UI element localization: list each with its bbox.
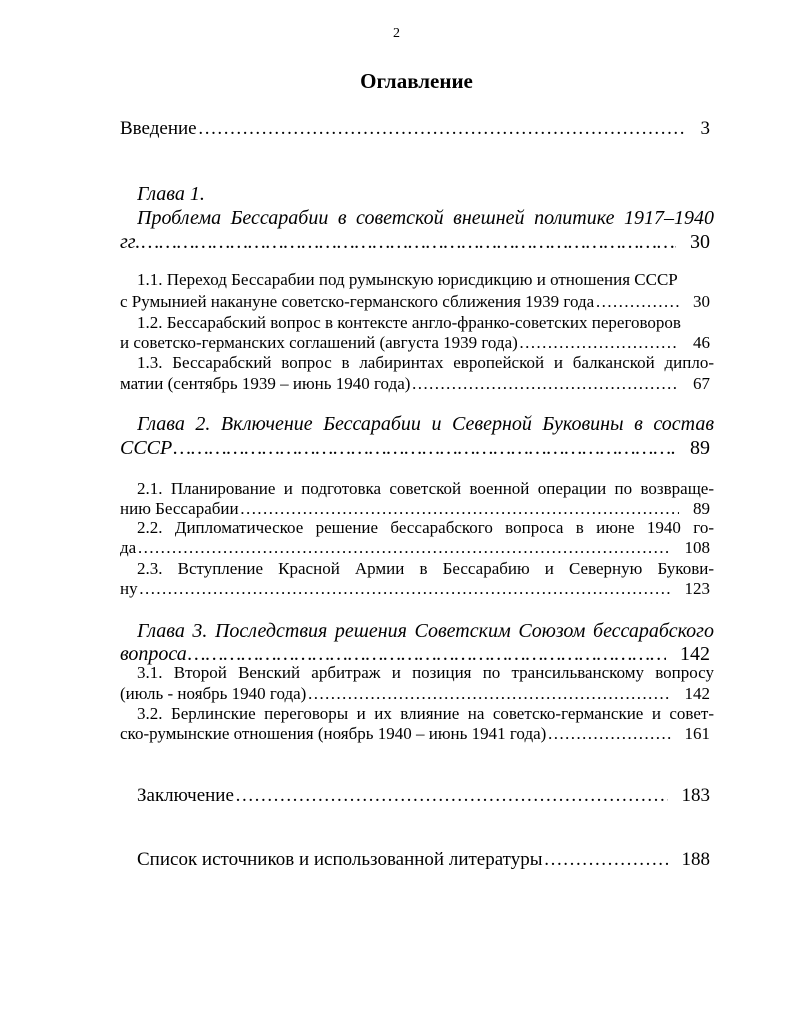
- entry-page: 30: [693, 292, 710, 311]
- leader-dots: [239, 499, 679, 519]
- toc-entry-sources[interactable]: [137, 849, 710, 871]
- leader-dots: [140, 230, 676, 254]
- entry-text: (июль - ноябрь 1940 года): [120, 684, 307, 703]
- entry-text: вопроса: [120, 643, 187, 665]
- section-2-1-line1[interactable]: 2.1. Планирование и подготовка советской военной операции по возвраще-: [137, 479, 714, 498]
- entry-text: нию Бессарабии: [120, 499, 239, 518]
- chapter-1-label: Глава 1.: [137, 183, 205, 205]
- entry-page: 89: [690, 437, 710, 459]
- entry-page: 67: [693, 374, 710, 393]
- leader-dots: [518, 333, 679, 353]
- section-3-2-line2[interactable]: [120, 724, 710, 744]
- toc-title: Оглавление: [360, 69, 473, 93]
- page-number: 2: [393, 26, 400, 41]
- section-1-2-line2[interactable]: [120, 333, 710, 353]
- leader-dots: [546, 724, 670, 744]
- toc-entry-conclusion[interactable]: [137, 785, 710, 807]
- leader-dots: [306, 684, 670, 704]
- entry-page: 142: [680, 643, 710, 665]
- entry-page: 188: [681, 849, 710, 870]
- entry-page: 142: [684, 684, 710, 703]
- leader-dots: [543, 849, 668, 871]
- entry-text: СССР: [120, 437, 173, 459]
- section-1-2-line1[interactable]: 1.2. Бессарабский вопрос в контексте англо-франко-советских переговоров: [137, 313, 681, 332]
- section-1-1-line1[interactable]: 1.1. Переход Бессарабии под румынскую юрисдикцию и отношения СССР: [137, 270, 678, 289]
- entry-page: 3: [700, 118, 710, 139]
- section-3-2-line1[interactable]: 3.2. Берлинские переговоры и их влияние на советско-германские и совет-: [137, 704, 714, 723]
- entry-text: Введение: [120, 118, 197, 139]
- chapter-1-title-line2[interactable]: [120, 230, 710, 254]
- entry-text: Список источников и использованной литературы: [137, 849, 543, 870]
- leader-dots: [136, 538, 670, 558]
- section-2-3-line1[interactable]: 2.3. Вступление Красной Армии в Бессарабию и Северную Букови-: [137, 559, 714, 578]
- entry-page: 183: [681, 785, 710, 806]
- entry-text: с Румынией накануне советско-германского сближения 1939 года: [120, 292, 595, 311]
- leader-dots: [138, 579, 671, 599]
- chapter-3-title-line1[interactable]: Глава 3. Последствия решения Советским Союзом бессарабского: [137, 620, 714, 642]
- chapter-2-title-line1[interactable]: Глава 2. Включение Бессарабии и Северной Буковины в состав: [137, 413, 714, 435]
- section-1-3-line1[interactable]: 1.3. Бессарабский вопрос в лабиринтах европейской и балканской дипло-: [137, 353, 714, 372]
- entry-page: 46: [693, 333, 710, 352]
- section-2-3-line2[interactable]: [120, 579, 710, 599]
- chapter-1-title-line1[interactable]: Проблема Бессарабии в советской внешней политике 1917–1940: [137, 207, 714, 229]
- section-1-1-line2[interactable]: [120, 292, 710, 312]
- entry-page: 89: [693, 499, 710, 518]
- section-3-1-line1[interactable]: 3.1. Второй Венский арбитраж и позиция по трансильванскому вопросу: [137, 663, 714, 682]
- chapter-2-title-line2[interactable]: [120, 436, 710, 460]
- section-2-2-line2[interactable]: [120, 538, 710, 558]
- entry-text: и советско-германских соглашений (августа 1939 года): [120, 333, 518, 352]
- entry-text: гг.: [120, 231, 141, 253]
- leader-dots: [410, 374, 679, 394]
- section-2-2-line1[interactable]: 2.2. Дипломатическое решение бессарабского вопроса в июне 1940 го-: [137, 518, 714, 537]
- toc-entry-intro[interactable]: [120, 118, 710, 140]
- entry-page: 161: [684, 724, 710, 743]
- entry-text: ну: [120, 579, 138, 598]
- entry-page: 108: [684, 538, 710, 557]
- entry-page: 123: [684, 579, 710, 598]
- entry-text: ско-румынские отношения (ноябрь 1940 – июнь 1941 года): [120, 724, 547, 743]
- entry-text: матии (сентябрь 1939 – июнь 1940 года): [120, 374, 411, 393]
- section-2-1-line2[interactable]: [120, 499, 710, 519]
- leader-dots: [234, 785, 668, 807]
- entry-page: 30: [690, 231, 710, 253]
- leader-dots: [594, 292, 679, 312]
- section-3-1-line2[interactable]: [120, 684, 710, 704]
- entry-text: да: [120, 538, 137, 557]
- entry-text: Заключение: [137, 785, 234, 806]
- leader-dots: [172, 436, 676, 460]
- leader-dots: [197, 118, 687, 140]
- section-1-3-line2[interactable]: [120, 374, 710, 394]
